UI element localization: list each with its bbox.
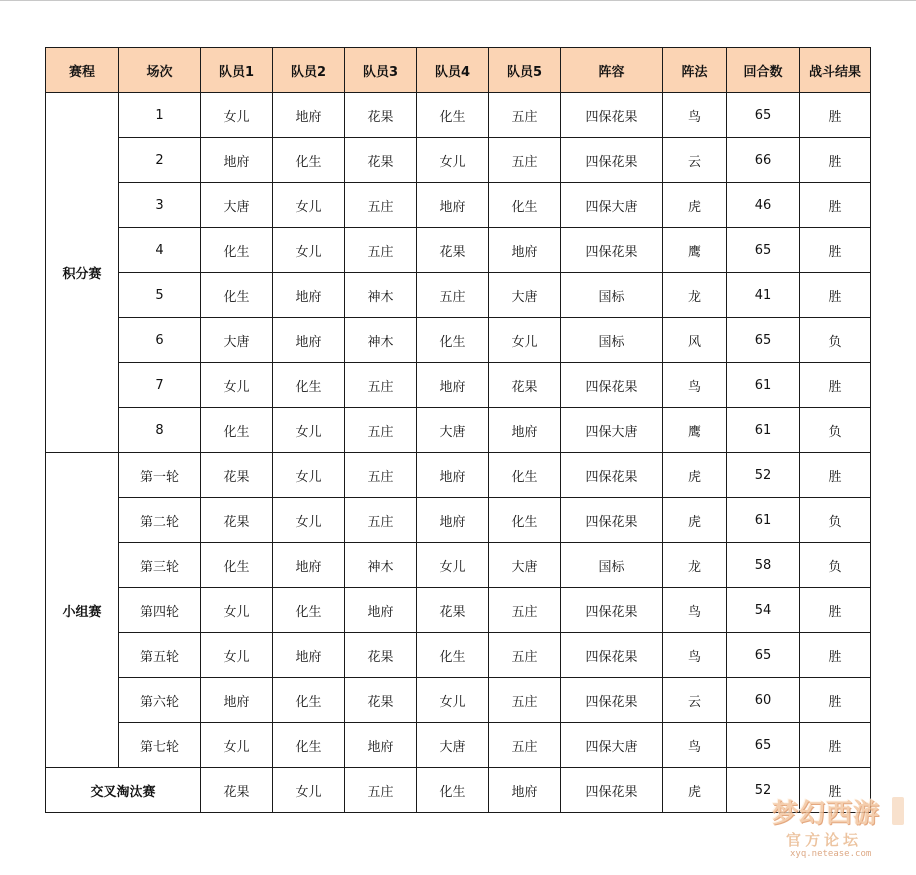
table-row bbox=[46, 633, 871, 678]
round-cell: 7 bbox=[119, 363, 201, 408]
lineup-cell: 国标 bbox=[561, 543, 663, 588]
member-2-cell: 女儿 bbox=[273, 408, 345, 453]
member-4-cell: 化生 bbox=[417, 768, 489, 813]
formation-cell: 虎 bbox=[663, 453, 727, 498]
turns-cell: 65 bbox=[727, 318, 800, 363]
turns-cell: 41 bbox=[727, 273, 800, 318]
member-2-cell: 化生 bbox=[273, 363, 345, 408]
column-header: 队员4 bbox=[417, 48, 489, 93]
table-row bbox=[46, 498, 871, 543]
result-cell: 胜 bbox=[800, 588, 871, 633]
member-1-cell: 化生 bbox=[201, 273, 273, 318]
member-4-cell: 女儿 bbox=[417, 543, 489, 588]
table-row bbox=[46, 588, 871, 633]
result-cell: 胜 bbox=[800, 228, 871, 273]
member-1-cell: 化生 bbox=[201, 543, 273, 588]
member-5-cell: 五庄 bbox=[489, 678, 561, 723]
stage-cell: 积分赛 bbox=[46, 93, 119, 453]
table-row bbox=[46, 723, 871, 768]
table-row bbox=[46, 138, 871, 183]
header-row bbox=[46, 48, 871, 93]
turns-cell: 65 bbox=[727, 633, 800, 678]
turns-cell: 54 bbox=[727, 588, 800, 633]
member-4-cell: 化生 bbox=[417, 93, 489, 138]
member-2-cell: 化生 bbox=[273, 723, 345, 768]
member-5-cell: 大唐 bbox=[489, 273, 561, 318]
member-5-cell: 化生 bbox=[489, 183, 561, 228]
turns-cell: 61 bbox=[727, 498, 800, 543]
lineup-cell: 四保花果 bbox=[561, 453, 663, 498]
result-cell: 胜 bbox=[800, 678, 871, 723]
round-cell: 第一轮 bbox=[119, 453, 201, 498]
member-5-cell: 化生 bbox=[489, 453, 561, 498]
turns-cell: 61 bbox=[727, 363, 800, 408]
column-header: 场次 bbox=[119, 48, 201, 93]
member-1-cell: 女儿 bbox=[201, 93, 273, 138]
turns-cell: 65 bbox=[727, 723, 800, 768]
column-header: 队员5 bbox=[489, 48, 561, 93]
result-cell: 负 bbox=[800, 408, 871, 453]
member-3-cell: 五庄 bbox=[345, 498, 417, 543]
member-4-cell: 女儿 bbox=[417, 678, 489, 723]
match-results-table bbox=[45, 47, 871, 813]
round-cell: 6 bbox=[119, 318, 201, 363]
lineup-cell: 国标 bbox=[561, 318, 663, 363]
member-2-cell: 女儿 bbox=[273, 228, 345, 273]
member-5-cell: 化生 bbox=[489, 498, 561, 543]
member-3-cell: 神木 bbox=[345, 543, 417, 588]
lineup-cell: 四保大唐 bbox=[561, 183, 663, 228]
round-cell: 1 bbox=[119, 93, 201, 138]
formation-cell: 虎 bbox=[663, 498, 727, 543]
table-row bbox=[46, 768, 871, 813]
round-cell: 第二轮 bbox=[119, 498, 201, 543]
formation-cell: 鸟 bbox=[663, 363, 727, 408]
member-2-cell: 女儿 bbox=[273, 768, 345, 813]
member-3-cell: 五庄 bbox=[345, 408, 417, 453]
member-4-cell: 花果 bbox=[417, 228, 489, 273]
member-5-cell: 五庄 bbox=[489, 138, 561, 183]
member-1-cell: 化生 bbox=[201, 408, 273, 453]
member-2-cell: 地府 bbox=[273, 543, 345, 588]
lineup-cell: 四保花果 bbox=[561, 588, 663, 633]
round-cell: 3 bbox=[119, 183, 201, 228]
formation-cell: 虎 bbox=[663, 768, 727, 813]
lineup-cell: 四保花果 bbox=[561, 363, 663, 408]
column-header: 赛程 bbox=[46, 48, 119, 93]
member-3-cell: 花果 bbox=[345, 138, 417, 183]
result-cell: 胜 bbox=[800, 768, 871, 813]
result-cell: 胜 bbox=[800, 633, 871, 678]
table-row bbox=[46, 93, 871, 138]
member-5-cell: 大唐 bbox=[489, 543, 561, 588]
member-5-cell: 地府 bbox=[489, 408, 561, 453]
lineup-cell: 四保花果 bbox=[561, 138, 663, 183]
member-1-cell: 花果 bbox=[201, 498, 273, 543]
lineup-cell: 四保大唐 bbox=[561, 723, 663, 768]
column-header: 队员3 bbox=[345, 48, 417, 93]
member-1-cell: 女儿 bbox=[201, 363, 273, 408]
member-1-cell: 花果 bbox=[201, 453, 273, 498]
result-cell: 胜 bbox=[800, 138, 871, 183]
round-cell: 第七轮 bbox=[119, 723, 201, 768]
member-1-cell: 地府 bbox=[201, 138, 273, 183]
lineup-cell: 四保花果 bbox=[561, 678, 663, 723]
member-3-cell: 神木 bbox=[345, 273, 417, 318]
result-cell: 负 bbox=[800, 543, 871, 588]
round-cell: 第五轮 bbox=[119, 633, 201, 678]
round-cell: 第三轮 bbox=[119, 543, 201, 588]
table-row bbox=[46, 408, 871, 453]
turns-cell: 60 bbox=[727, 678, 800, 723]
member-4-cell: 化生 bbox=[417, 633, 489, 678]
formation-cell: 云 bbox=[663, 678, 727, 723]
member-1-cell: 花果 bbox=[201, 768, 273, 813]
table-row bbox=[46, 453, 871, 498]
lineup-cell: 四保花果 bbox=[561, 228, 663, 273]
member-2-cell: 女儿 bbox=[273, 453, 345, 498]
member-2-cell: 化生 bbox=[273, 678, 345, 723]
member-4-cell: 地府 bbox=[417, 498, 489, 543]
member-5-cell: 五庄 bbox=[489, 723, 561, 768]
formation-cell: 云 bbox=[663, 138, 727, 183]
column-header: 队员1 bbox=[201, 48, 273, 93]
stage-cell: 交叉淘汰赛 bbox=[46, 768, 201, 813]
formation-cell: 龙 bbox=[663, 273, 727, 318]
member-3-cell: 五庄 bbox=[345, 453, 417, 498]
member-3-cell: 花果 bbox=[345, 633, 417, 678]
round-cell: 第六轮 bbox=[119, 678, 201, 723]
result-cell: 胜 bbox=[800, 453, 871, 498]
member-2-cell: 化生 bbox=[273, 588, 345, 633]
member-4-cell: 地府 bbox=[417, 453, 489, 498]
member-5-cell: 五庄 bbox=[489, 588, 561, 633]
round-cell: 2 bbox=[119, 138, 201, 183]
watermark-url: xyq.netease.com bbox=[790, 849, 872, 859]
member-3-cell: 五庄 bbox=[345, 363, 417, 408]
member-4-cell: 化生 bbox=[417, 318, 489, 363]
turns-cell: 65 bbox=[727, 228, 800, 273]
table-body bbox=[46, 93, 871, 813]
lineup-cell: 四保花果 bbox=[561, 633, 663, 678]
member-4-cell: 花果 bbox=[417, 588, 489, 633]
table-row bbox=[46, 678, 871, 723]
member-3-cell: 花果 bbox=[345, 93, 417, 138]
result-cell: 负 bbox=[800, 498, 871, 543]
lineup-cell: 四保大唐 bbox=[561, 408, 663, 453]
member-1-cell: 女儿 bbox=[201, 588, 273, 633]
table-row bbox=[46, 363, 871, 408]
netease-forum-watermark-logo bbox=[772, 793, 906, 865]
member-4-cell: 地府 bbox=[417, 363, 489, 408]
member-2-cell: 地府 bbox=[273, 318, 345, 363]
member-3-cell: 五庄 bbox=[345, 228, 417, 273]
formation-cell: 龙 bbox=[663, 543, 727, 588]
member-4-cell: 大唐 bbox=[417, 723, 489, 768]
lineup-cell: 国标 bbox=[561, 273, 663, 318]
watermark-title: 梦幻西游 bbox=[772, 799, 881, 829]
formation-cell: 鸟 bbox=[663, 633, 727, 678]
member-2-cell: 化生 bbox=[273, 138, 345, 183]
member-2-cell: 地府 bbox=[273, 93, 345, 138]
formation-cell: 虎 bbox=[663, 183, 727, 228]
result-cell: 胜 bbox=[800, 273, 871, 318]
member-4-cell: 地府 bbox=[417, 183, 489, 228]
member-1-cell: 女儿 bbox=[201, 633, 273, 678]
watermark-subtitle: 官方论坛 bbox=[786, 831, 863, 849]
turns-cell: 58 bbox=[727, 543, 800, 588]
member-1-cell: 大唐 bbox=[201, 318, 273, 363]
lineup-cell: 四保花果 bbox=[561, 498, 663, 543]
turns-cell: 52 bbox=[727, 768, 800, 813]
member-1-cell: 女儿 bbox=[201, 723, 273, 768]
result-cell: 胜 bbox=[800, 363, 871, 408]
member-2-cell: 地府 bbox=[273, 633, 345, 678]
member-5-cell: 花果 bbox=[489, 363, 561, 408]
table-row bbox=[46, 273, 871, 318]
result-cell: 胜 bbox=[800, 183, 871, 228]
member-1-cell: 化生 bbox=[201, 228, 273, 273]
column-header: 队员2 bbox=[273, 48, 345, 93]
round-cell: 8 bbox=[119, 408, 201, 453]
result-cell: 负 bbox=[800, 318, 871, 363]
table-row bbox=[46, 228, 871, 273]
formation-cell: 鹰 bbox=[663, 228, 727, 273]
column-header: 阵法 bbox=[663, 48, 727, 93]
table-row bbox=[46, 318, 871, 363]
round-cell: 第四轮 bbox=[119, 588, 201, 633]
result-cell: 胜 bbox=[800, 723, 871, 768]
member-2-cell: 女儿 bbox=[273, 498, 345, 543]
result-cell: 胜 bbox=[800, 93, 871, 138]
flower-icon bbox=[892, 797, 904, 825]
formation-cell: 鸟 bbox=[663, 723, 727, 768]
formation-cell: 鹰 bbox=[663, 408, 727, 453]
turns-cell: 52 bbox=[727, 453, 800, 498]
formation-cell: 风 bbox=[663, 318, 727, 363]
column-header: 战斗结果 bbox=[800, 48, 871, 93]
member-3-cell: 花果 bbox=[345, 678, 417, 723]
round-cell: 5 bbox=[119, 273, 201, 318]
column-header: 回合数 bbox=[727, 48, 800, 93]
member-3-cell: 五庄 bbox=[345, 768, 417, 813]
table-row bbox=[46, 543, 871, 588]
member-5-cell: 地府 bbox=[489, 228, 561, 273]
turns-cell: 46 bbox=[727, 183, 800, 228]
member-4-cell: 女儿 bbox=[417, 138, 489, 183]
lineup-cell: 四保花果 bbox=[561, 768, 663, 813]
member-3-cell: 地府 bbox=[345, 588, 417, 633]
member-5-cell: 五庄 bbox=[489, 93, 561, 138]
stage-cell: 小组赛 bbox=[46, 453, 119, 768]
turns-cell: 61 bbox=[727, 408, 800, 453]
member-2-cell: 地府 bbox=[273, 273, 345, 318]
formation-cell: 鸟 bbox=[663, 588, 727, 633]
formation-cell: 鸟 bbox=[663, 93, 727, 138]
member-2-cell: 女儿 bbox=[273, 183, 345, 228]
member-4-cell: 大唐 bbox=[417, 408, 489, 453]
round-cell: 4 bbox=[119, 228, 201, 273]
member-4-cell: 五庄 bbox=[417, 273, 489, 318]
member-5-cell: 地府 bbox=[489, 768, 561, 813]
turns-cell: 66 bbox=[727, 138, 800, 183]
member-3-cell: 地府 bbox=[345, 723, 417, 768]
lineup-cell: 四保花果 bbox=[561, 93, 663, 138]
member-5-cell: 女儿 bbox=[489, 318, 561, 363]
table-row bbox=[46, 183, 871, 228]
member-3-cell: 五庄 bbox=[345, 183, 417, 228]
turns-cell: 65 bbox=[727, 93, 800, 138]
member-1-cell: 大唐 bbox=[201, 183, 273, 228]
member-3-cell: 神木 bbox=[345, 318, 417, 363]
member-1-cell: 地府 bbox=[201, 678, 273, 723]
column-header: 阵容 bbox=[561, 48, 663, 93]
member-5-cell: 五庄 bbox=[489, 633, 561, 678]
